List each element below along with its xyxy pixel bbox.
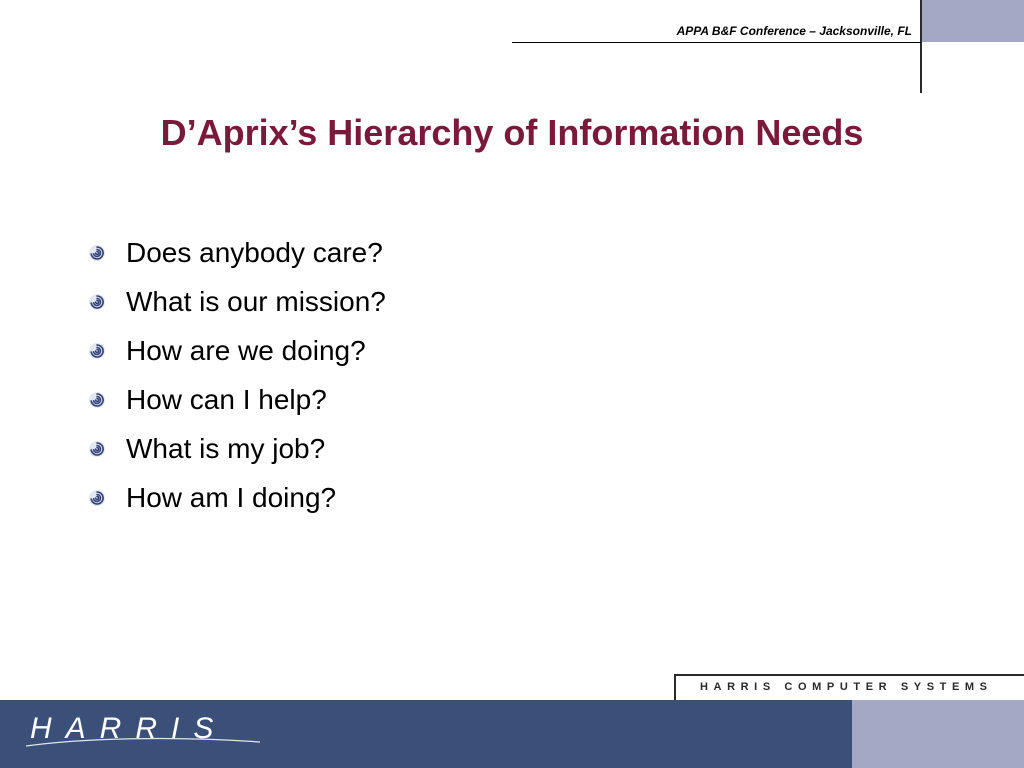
harris-logo (24, 712, 264, 754)
swirl-bullet-icon (88, 342, 106, 360)
swirl-bullet-icon (88, 293, 106, 311)
swirl-bullet-icon (88, 244, 106, 262)
bullet-label: How can I help? (126, 383, 327, 415)
header-rule (512, 42, 921, 43)
brand-strip-text: HARRIS COMPUTER SYSTEMS (700, 681, 993, 693)
list-item (88, 326, 386, 375)
header-accent-block (922, 0, 1024, 42)
slide-title: D’Aprix’s Hierarchy of Information Needs (160, 112, 864, 153)
bullet-list (88, 228, 386, 522)
list-item (88, 277, 386, 326)
list-item (88, 424, 386, 473)
swirl-bullet-icon (88, 440, 106, 458)
logo-text: HARRIS (30, 712, 228, 745)
swirl-bullet-icon (88, 489, 106, 507)
conference-header: APPA B&F Conference – Jacksonville, FL (676, 24, 912, 38)
list-item (88, 375, 386, 424)
swirl-bullet-icon (88, 391, 106, 409)
bullet-label: What is our mission? (126, 285, 386, 317)
list-item (88, 228, 386, 277)
bullet-label: How are we doing? (126, 334, 366, 366)
bullet-label: What is my job? (126, 432, 326, 464)
header-vertical-rule (920, 0, 922, 93)
bullet-label: How am I doing? (126, 481, 337, 513)
bullet-label: Does anybody care? (126, 236, 383, 268)
list-item (88, 473, 386, 522)
footer-accent-block (852, 700, 1024, 768)
